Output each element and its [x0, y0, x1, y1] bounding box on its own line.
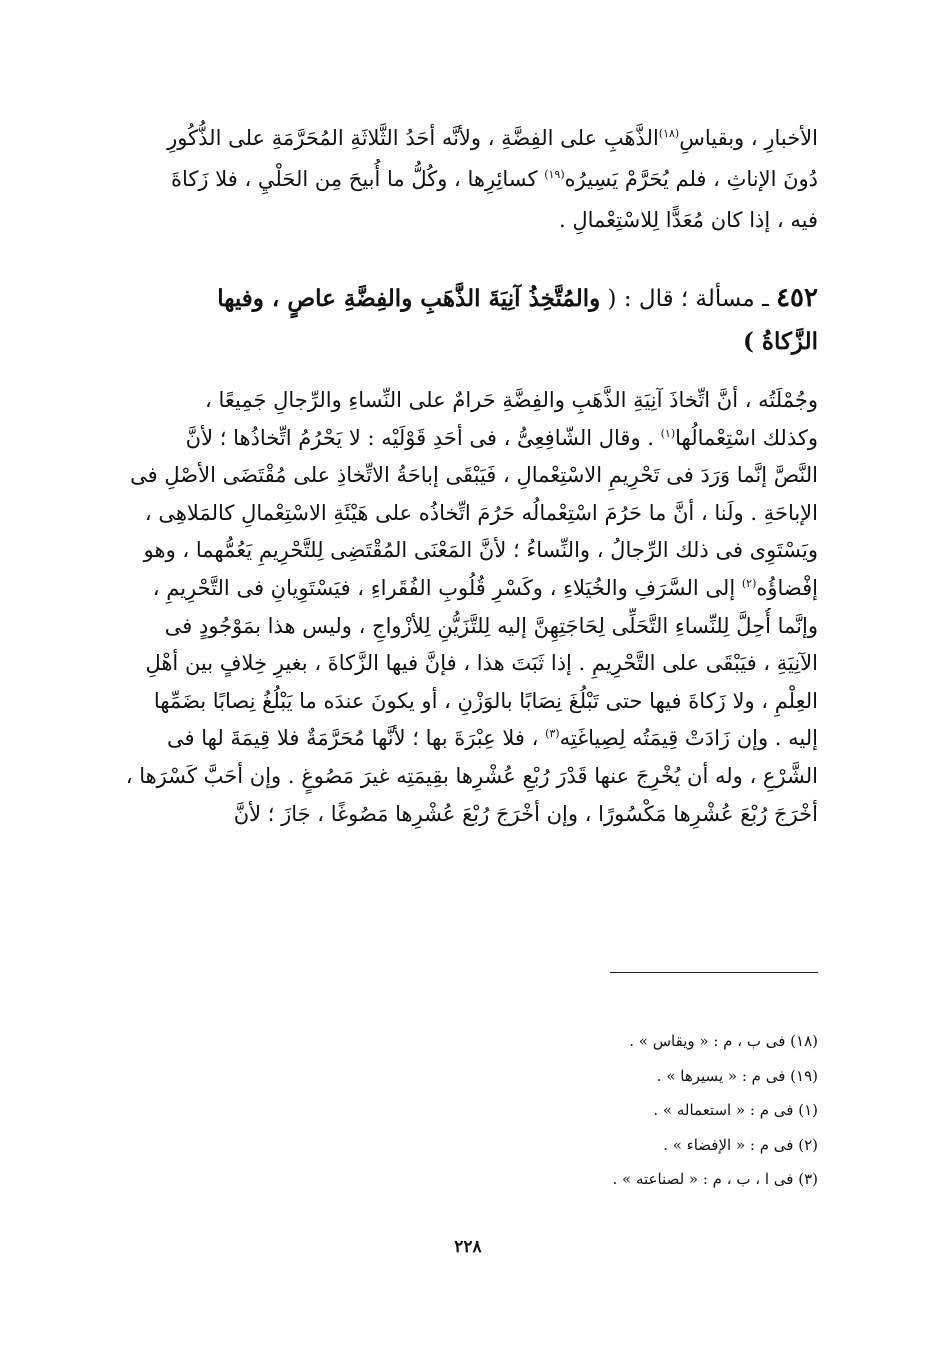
body-line-4: الإباحَةِ . ولَنا ، أنَّ ما حَرُمَ اسْتِعْمالُه حَرُمَ اتِّخاذُه على هَيْئَةِ الاسْتِعْمالِ كالمَلاهِى ، [144, 500, 818, 525]
body-line-2: وكذلك اسْتِعْمالُها$^{(١)}$ . وقال الشّافِعِىُّ ، فى أحَدِ قَوْلَيْه : لا يَحْرُمُ اتِّخاذُها ؛ لأنَّ [185, 425, 818, 450]
footnote-1: (١) فى م : « استعماله » . [653, 1101, 818, 1119]
issue-heading-line-2 [118, 320, 818, 364]
issue-heading-line-1 [118, 276, 818, 320]
footnote-ref-1[interactable]: (١) [660, 426, 676, 440]
intro-line-2: دُونَ الإناثِ ، فلم يُحَرَّمْ يَسِيرُه$^{(١٩)}$ كسائِرِها ، وكُلُّ ما أُبيحَ مِن الحَلْيِ ، فلا زَكاةَ [171, 167, 818, 191]
footnote-19: (١٩) فى م : « يسيرها » . [656, 1066, 818, 1085]
body-line-6: إفْضاؤُه$^{(٢)}$ إلى السَّرَفِ والخُيَلاءِ ، وكَسْرِ قُلُوبِ الفُقَراءِ ، فيَسْتَوِيانِ فى التَّحْرِيمِ ، [152, 575, 818, 600]
footnote-ref-19[interactable]: (١٩) [544, 168, 565, 181]
issue-heading [118, 276, 818, 364]
body-line-5: ويَسْتَوِى فى ذلك الرِّجالُ ، والنِّساءُ ؛ لأنَّ المَعْنَى المُقْتَضِى لِلتَّحْرِيمِ يَعُمُّهما ، وهو [143, 538, 818, 563]
intro-line-1: الأخبارِ ، وبقياسِ$^{(١٨)}$الذَّهَبِ على الفِضَّةِ ، ولأنَّه أحَدُ الثَّلاثَةِ المُحَرَّمَةِ على الذُّكُورِ [167, 126, 818, 150]
footnote-3: (٣) فى ا ، ب ، م : « لصناعته » . [612, 1170, 818, 1188]
intro-paragraph [118, 118, 818, 241]
body-line-11: الشَّرْعِ ، وله أن يُخْرِجَ عنها قَدْرَ رُبْعِ عُشْرِها بقِيمَتِه غيرَ مَصُوغٍ . وإن أحَبَّ كَسْرَها ، [125, 763, 818, 788]
body-line-7: وإنَّما أُحِلَّ لِلنِّساءِ التَّحَلِّى لِحَاجَتِهِنَّ إليه لِلتَّزَيُّنِ لِلأزْواجِ ، وليس هذا بمَوْجُودٍ فى [164, 613, 818, 638]
intro-line-3: فيه ، إذا كان مُعَدًّا لِلاسْتِعْمالِ . [558, 208, 818, 232]
body-line-1: وجُمْلَتُه ، أنَّ اتِّخاذَ آنِيَةِ الذَّهَبِ والفِضَّةِ حَرامٌ على النِّساءِ والرِّجالِ جَمِيعًا ، [205, 388, 818, 412]
issue-number: ٤٥٢ [776, 283, 818, 313]
footnote-ref-18[interactable]: (١٨) [658, 127, 680, 140]
body-line-9: العِلْمِ ، ولا زَكاةَ فيها حتى تَبْلُغَ نِصَابًا بالوَزْنِ ، أو يكونَ عندَه ما يَبْلُغُ نِصابًا بضَمِّها [153, 688, 818, 713]
issue-quote-part-1: والمُتَّخِذُ آنِيَةَ الذَّهَبِ والفِضَّةِ عاصٍ ، وفيها [217, 285, 601, 312]
page-number: ٢٢٨ [454, 1237, 482, 1257]
body-line-3: النَّصَّ إنَّما وَرَدَ فى تَحْرِيمِ الاسْتِعْمالِ ، فَيَبْقَى إباحَةُ الاتِّخاذِ على مُقْتَضَى الأصْلِ فى [130, 463, 818, 488]
footnotes-list [400, 1024, 818, 1197]
footnote-2: (٢) فى م : « الإفضاء » . [663, 1135, 818, 1154]
footnote-18: (١٨) فى ب ، م : « ويقاس » . [629, 1032, 818, 1050]
footnote-ref-2[interactable]: (٢) [741, 576, 757, 590]
footnote-divider [610, 972, 818, 973]
footnote-ref-3[interactable]: (٣) [545, 727, 560, 741]
issue-quote-part-2: الزَّكاةُ ) [743, 328, 818, 355]
body-line-8: الآنِيَةِ ، فيَبْقَى على التَّحْرِيمِ . إذا ثَبَتَ هذا ، فإنَّ فيها الزَّكاةَ ، بغيرِ خِلافٍ بين أهْلِ [145, 651, 818, 676]
commentary-paragraph [118, 382, 818, 833]
issue-label: ـ مسألة ؛ قال : ( [607, 286, 769, 312]
body-line-10: إليه . وإن زَادَتْ قِيمَتُه لِصِياغَتِه$^{(٣)}$ ، فلا عِبْرَةَ بها ؛ لأنَّها مُحَرَّمَةٌ فلا قِيمَةَ لها فى [167, 726, 818, 751]
body-line-12: أخْرَجَ رُبْعَ عُشْرِها مَكْسُورًا ، وإن أخْرَجَ رُبْعَ عُشْرِها مَصُوغًا ، جَازَ ؛ لأنَّ [233, 801, 818, 826]
